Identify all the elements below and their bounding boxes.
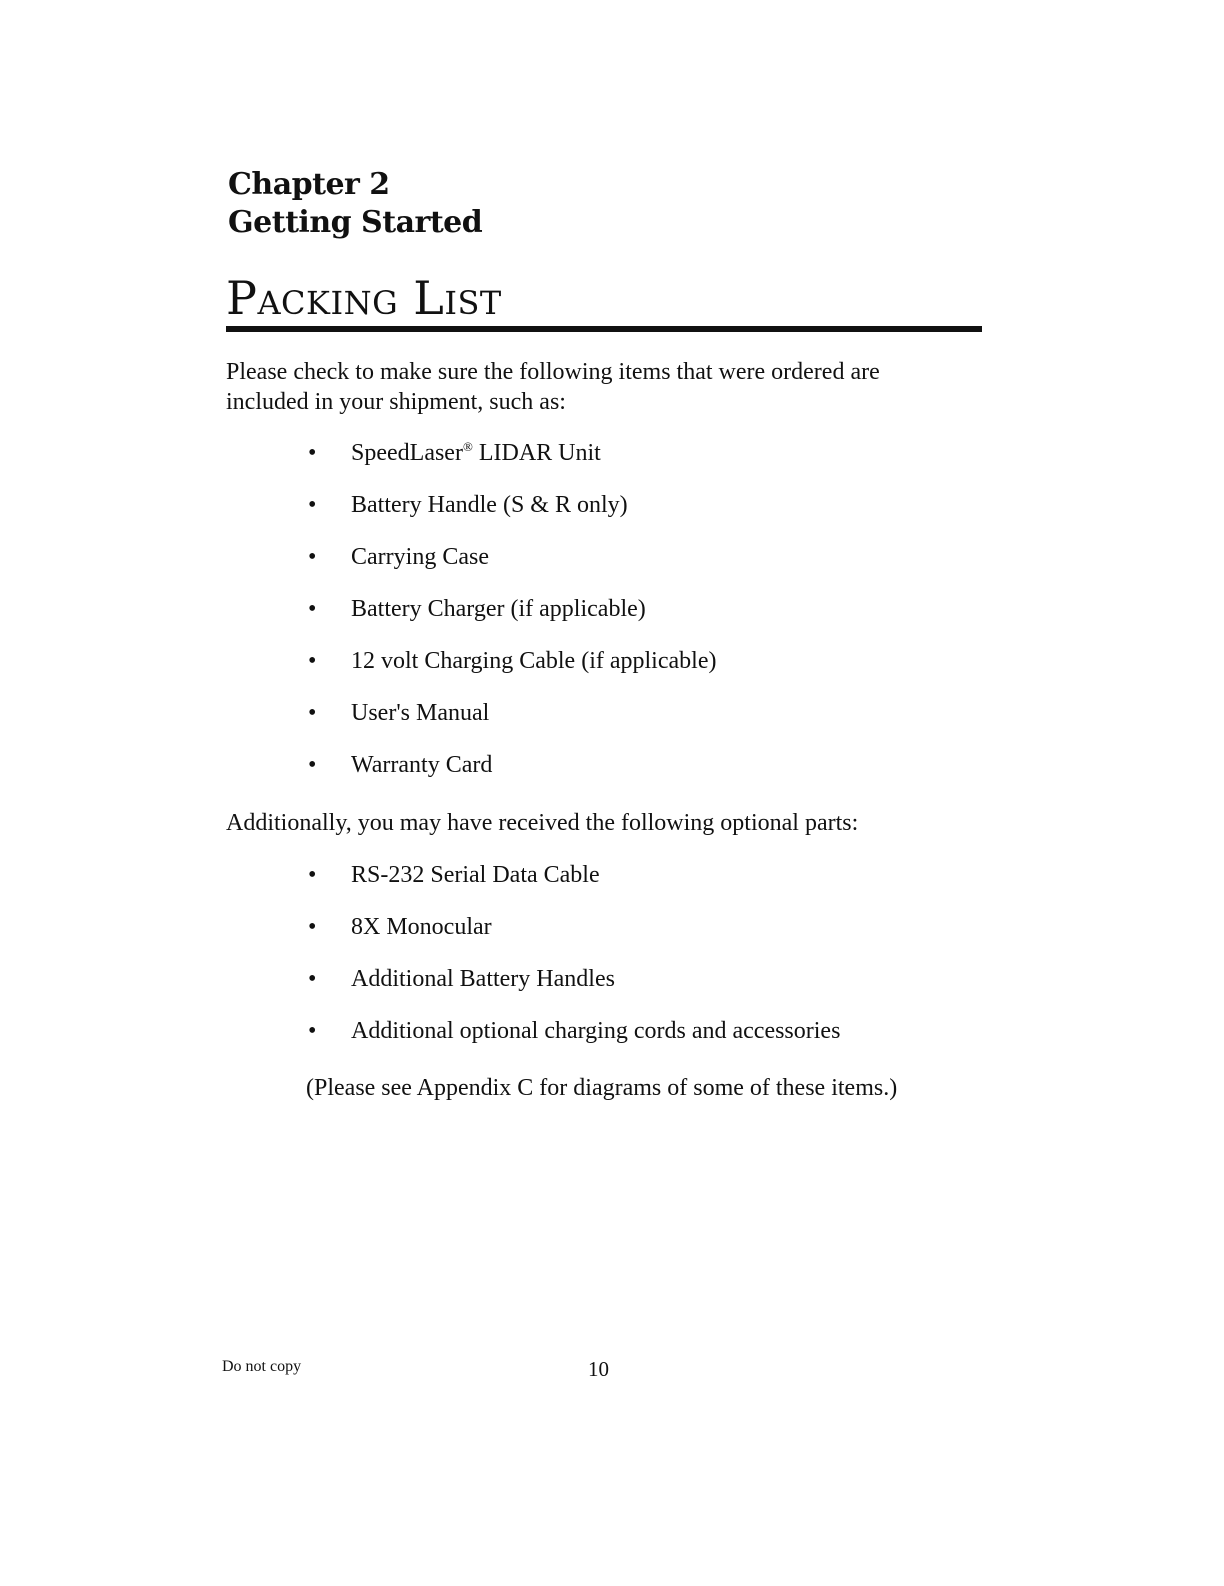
footer-notice: Do not copy [222,1358,302,1375]
list-item [306,964,840,1016]
registered-mark: ® [462,439,473,454]
item-text: Battery Charger (if applicable) [351,596,646,622]
bullet-icon: • [308,966,317,992]
appendix-note: (Please see Appendix C for diagrams of some of these items.) [306,1075,898,1101]
item-text: 12 volt Charging Cable (if applicable) [351,648,717,674]
item-text: Warranty Card [351,752,493,778]
item-text: SpeedLaser [351,440,463,466]
bullet-icon: • [308,752,317,778]
section-title: Packing List [226,271,502,325]
item-text: Battery Handle (S & R only) [351,492,628,518]
chapter-title: Getting Started [228,205,483,240]
bullet-icon: • [308,648,317,674]
item-text: Additional optional charging cords and accessories [351,1018,841,1044]
list-item [306,750,716,802]
optional-items-list [306,860,840,1068]
bullet-icon: • [308,596,317,622]
item-text: User's Manual [351,700,490,726]
list-item [306,594,716,646]
item-text: Additional Battery Handles [351,966,615,992]
item-text-suffix: LIDAR Unit [472,440,601,466]
bullet-icon: • [308,492,317,518]
list-item [306,438,716,490]
list-item [306,646,716,698]
bullet-icon: • [308,862,317,888]
list-item [306,860,840,912]
bullet-icon: • [308,1018,317,1044]
list-item [306,698,716,750]
chapter-heading [228,166,482,242]
list-item [306,490,716,542]
page-number: 10 [588,1357,609,1381]
intro-paragraph: Please check to make sure the following items that were ordered are included in your shipment, such as: [226,359,880,415]
list-item [306,912,840,964]
bullet-icon: • [308,700,317,726]
bullet-icon: • [308,544,317,570]
item-text: 8X Monocular [351,914,492,940]
chapter-number: Chapter 2 [228,167,390,202]
item-text: Carrying Case [351,544,489,570]
bullet-icon: • [308,440,317,466]
additional-paragraph: Additionally, you may have received the following optional parts: [226,810,859,836]
list-item [306,542,716,594]
title-rule [226,326,982,332]
included-items-list [306,438,716,802]
list-item [306,1016,840,1068]
item-text: RS-232 Serial Data Cable [351,862,600,888]
bullet-icon: • [308,914,317,940]
